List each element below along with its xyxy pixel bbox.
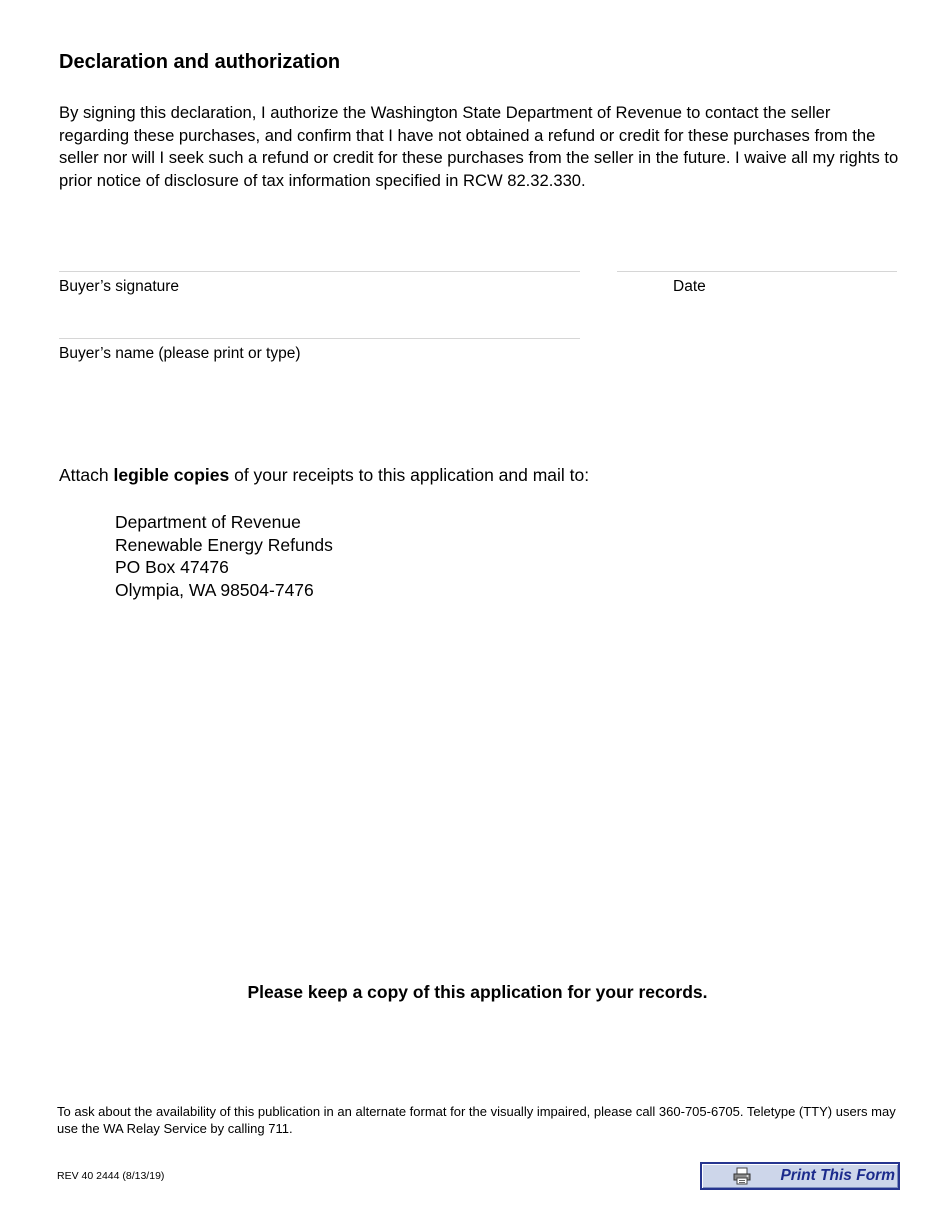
address-line: PO Box 47476: [115, 557, 229, 577]
buyer-name-field[interactable]: [59, 338, 580, 339]
mailing-address: [115, 511, 333, 601]
buyer-signature-label: Buyer’s signature: [59, 278, 180, 295]
attach-suffix: of your receipts to this application and mail to:: [229, 465, 590, 485]
declaration-text: By signing this declaration, I authorize the Washington State Department of Revenue to contact the seller regarding these purchases, and confirm that I have not obtained a refund or credit for these purchases from the seller nor will I seek such a refund or credit for these purchases from the seller in the future. I waive all my rights to prior notice of disclosure of tax information specified in RCW 82.32.330.: [59, 103, 899, 190]
date-field[interactable]: [617, 271, 897, 272]
print-button-label: Print This Form: [780, 1167, 895, 1184]
address-line: Renewable Energy Refunds: [115, 534, 333, 555]
keep-copy-notice: Please keep a copy of this application for your records.: [247, 982, 708, 1002]
attach-prefix: Attach: [59, 465, 114, 485]
address-line: Olympia, WA 98504-7476: [115, 579, 314, 600]
address-line: Department of Revenue: [115, 512, 301, 532]
accessibility-note: To ask about the availability of this publication in an alternate format for the visually impaired, please call 360-705-6705. Teletype (TTY) users may use the WA Relay Service by calling 711.: [57, 1104, 896, 1136]
section-title: Declaration and authorization: [59, 51, 341, 73]
attach-emphasis: legible copies: [113, 465, 230, 485]
printer-icon: [732, 1167, 752, 1185]
form-code: REV 40 2444 (8/13/19): [57, 1170, 165, 1182]
buyer-signature-field[interactable]: [59, 271, 580, 272]
print-form-button[interactable]: [700, 1162, 900, 1190]
buyer-name-label: Buyer’s name (please print or type): [59, 345, 301, 362]
attach-instructions: [59, 465, 589, 486]
date-label: Date: [673, 278, 706, 295]
